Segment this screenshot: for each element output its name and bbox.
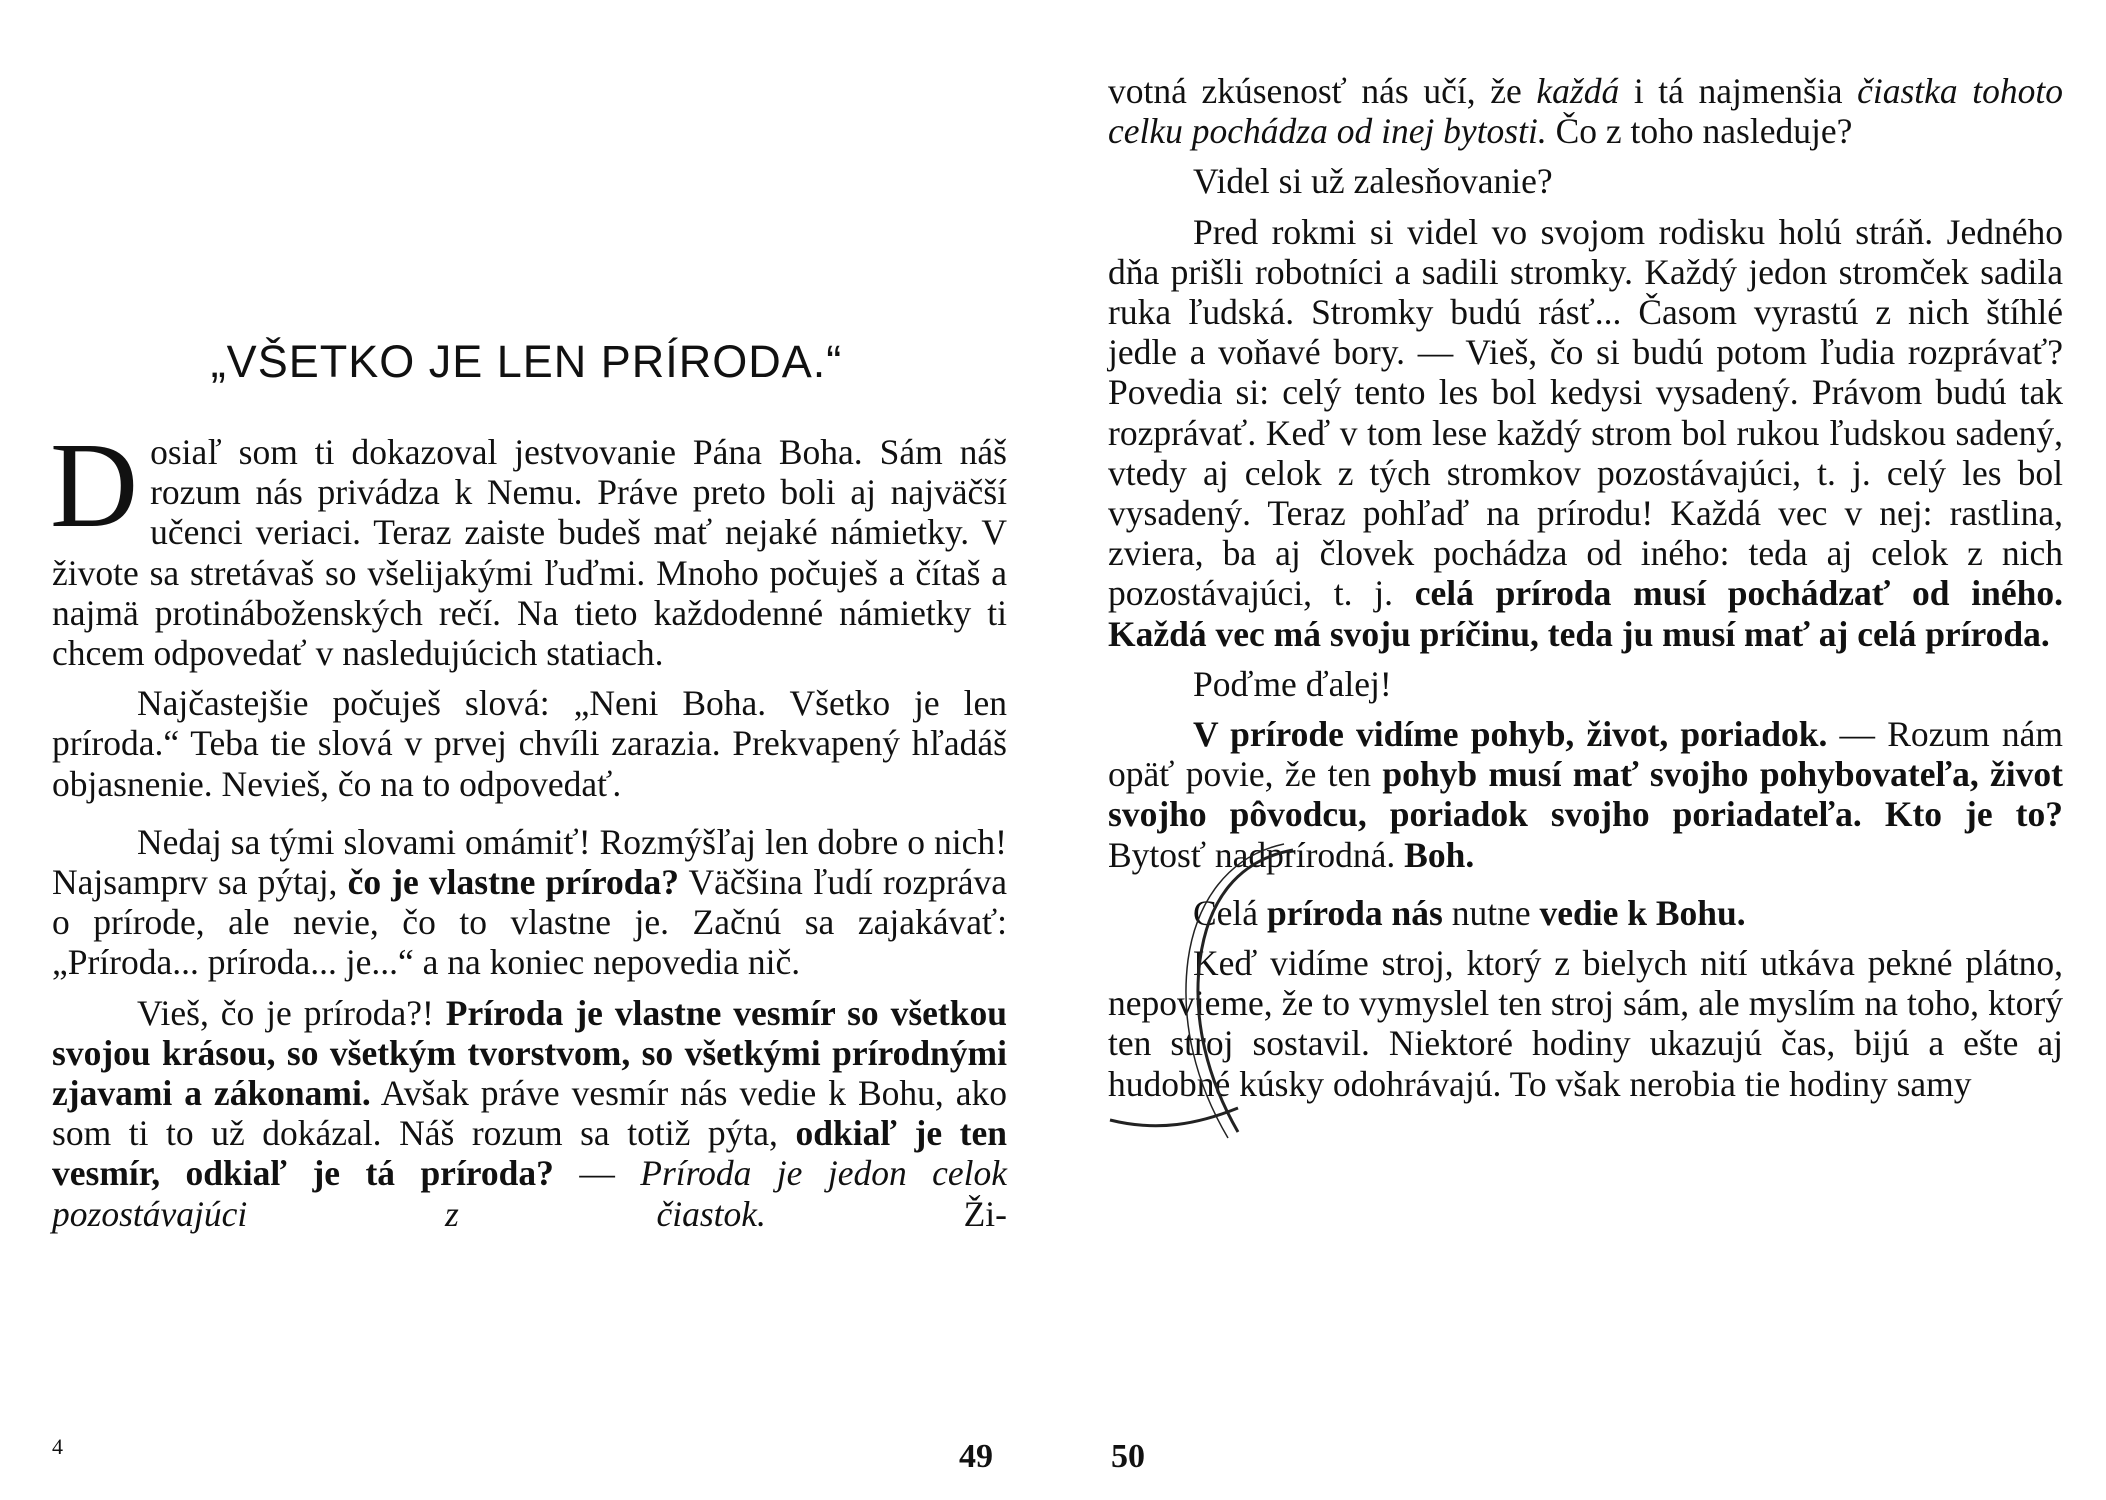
text-run: i tá najmenšia	[1619, 71, 1858, 111]
italic-text: čiastka tohoto celku pochádza od inej bytosti.	[1108, 71, 2063, 152]
paragraph: Keď vidíme stroj, ktorý z bielych nití utkáva pekné plátno, nepovieme, že to vymyslel ten stroj sám, ale myslím na toho, ktorý ten stroj sostavil. Niektoré hodiny ukazujú čas, bijú a ešte aj hudobné kúsky odohrávajú. To však nerobia tie hodiny samy	[1108, 943, 2063, 1104]
paragraph	[52, 822, 1007, 983]
text-run: Avšak práve vesmír nás vedie k Bohu, ako som ti to už dokázal. Náš rozum sa totiž pýta,	[52, 1073, 1008, 1154]
text-run	[1862, 794, 1885, 834]
text-run: —	[553, 1153, 641, 1194]
right-text-column	[1108, 71, 2063, 1104]
text-run: Bytosť nadprírodná.	[1108, 834, 1405, 875]
paragraph	[1108, 71, 2063, 151]
left-text-column	[50, 418, 1008, 1234]
paragraph	[1108, 893, 2063, 933]
text-run: Nedaj sa tými slovami omámiť! Rozmýšľaj len dobre o nich! Najsamprv sa pýtaj,	[52, 821, 1007, 903]
text-run: Vieš, čo je príroda?!	[137, 992, 446, 1033]
bold-text: čo je vlastne príroda?	[347, 862, 679, 903]
bold-text: príroda nás	[1266, 892, 1443, 933]
bold-text: celá príroda musí pochádzať od iného. Každá vec má svoju príčinu, teda ju musí mať aj celá príroda.	[1108, 573, 2063, 654]
bold-text: pohyb musí mať svojho pohybovateľa, život svojho pôvodcu, poriadok svojho poriadateľa.	[1108, 754, 2063, 835]
paragraph-text: osiaľ som ti dokazoval jestvovanie Pána Boha. Sám náš rozum nás privádza k Nemu. Práve preto boli aj najväčší učenci veriaci. Teraz zaiste budeš mať nejaké námietky. V živote sa stretávaš so všelijakými ľuďmi. Mnoho počuješ a čítaš a najmä protináboženských rečí. Na tieto každodenné námietky ti chcem odpovedať v nasledujúcich statiach.	[52, 432, 1007, 674]
drop-cap: D	[50, 418, 139, 553]
text-run: nutne	[1442, 892, 1540, 933]
bold-text: Kto je to?	[1884, 794, 2063, 835]
text-run: Ži-	[765, 1193, 1007, 1234]
text-run: votná zkúsenosť nás učí, že	[1108, 71, 1537, 111]
paragraph	[1108, 714, 2063, 875]
italic-text: každá	[1536, 71, 1620, 111]
bold-text: vedie k Bohu.	[1539, 892, 1746, 933]
paragraph	[52, 993, 1007, 1234]
paragraph	[1108, 212, 2063, 654]
italic-text: Príroda je jedon celok pozostávajúci z čiastok.	[52, 1153, 1008, 1234]
text-run: — Rozum nám opäť povie, že ten	[1108, 714, 2064, 795]
bold-text: Boh.	[1404, 834, 1475, 875]
paragraph: Videl si už zalesňovanie?	[1193, 161, 1553, 202]
paragraph: Najčastejšie počuješ slová: „Neni Boha. Všetko je len príroda.“ Teba tie slová v prvej chvíli zarazia. Prekvapený hľadáš objasnenie. Nevieš, čo na to odpovedať.	[52, 683, 1007, 804]
page-number: 49	[959, 1438, 993, 1475]
chapter-title: „VŠETKO JE LEN PRÍRODA.“	[210, 336, 843, 387]
right-page	[1053, 0, 2106, 1500]
text-run: Čo z toho nasleduje?	[1546, 111, 1853, 152]
paragraph: Poďme ďalej!	[1193, 663, 1392, 704]
text-run: Pred rokmi si videl vo svojom rodisku holú stráň. Jedného dňa prišli robotníci a sadili stromky. Každý jedon stromček sadila ruka ľudská. Stromky budú rásť... Časom vyrastú z nich štíhlé jedle a voňavé bory. — Vieš, čo si budú potom ľudia rozprávať? Povedia si: celý tento les bol kedysi vysadený. Právom budú tak rozprávať. Keď v tom lese každý strom bol rukou ľudskou sadený, vtedy aj celok z tých stromkov pozostávajúci, t. j. celý les bol vysadený. Teraz pohľaď na prírodu! Každá vec v nej: rastlina, zviera, ba aj človek pochádza od iného: teda aj celok z nich pozostávajúci, t. j.	[1108, 211, 2063, 614]
signature-mark: 4	[52, 1434, 63, 1459]
text-run: Väčšina ľudí rozpráva o prírode, ale nevie, čo to vlastne je. Začnú sa zajakávať: „Príroda... príroda... je...“ a na koniec nepovedia nič.	[52, 862, 1007, 983]
bold-text: V prírode vidíme pohyb, život, poriadok.	[1193, 714, 1828, 755]
page-number: 50	[1111, 1438, 1145, 1475]
bold-text: Príroda je vlastne vesmír so všetkou svojou krásou, so všetkým tvorstvom, so všetkými prírodnými zjavami a zákonami.	[52, 992, 1007, 1114]
paragraph	[50, 418, 1007, 674]
text-run: Celá	[1193, 892, 1267, 933]
bold-text: odkiaľ je ten vesmír, odkiaľ je tá príroda?	[52, 1113, 1007, 1194]
